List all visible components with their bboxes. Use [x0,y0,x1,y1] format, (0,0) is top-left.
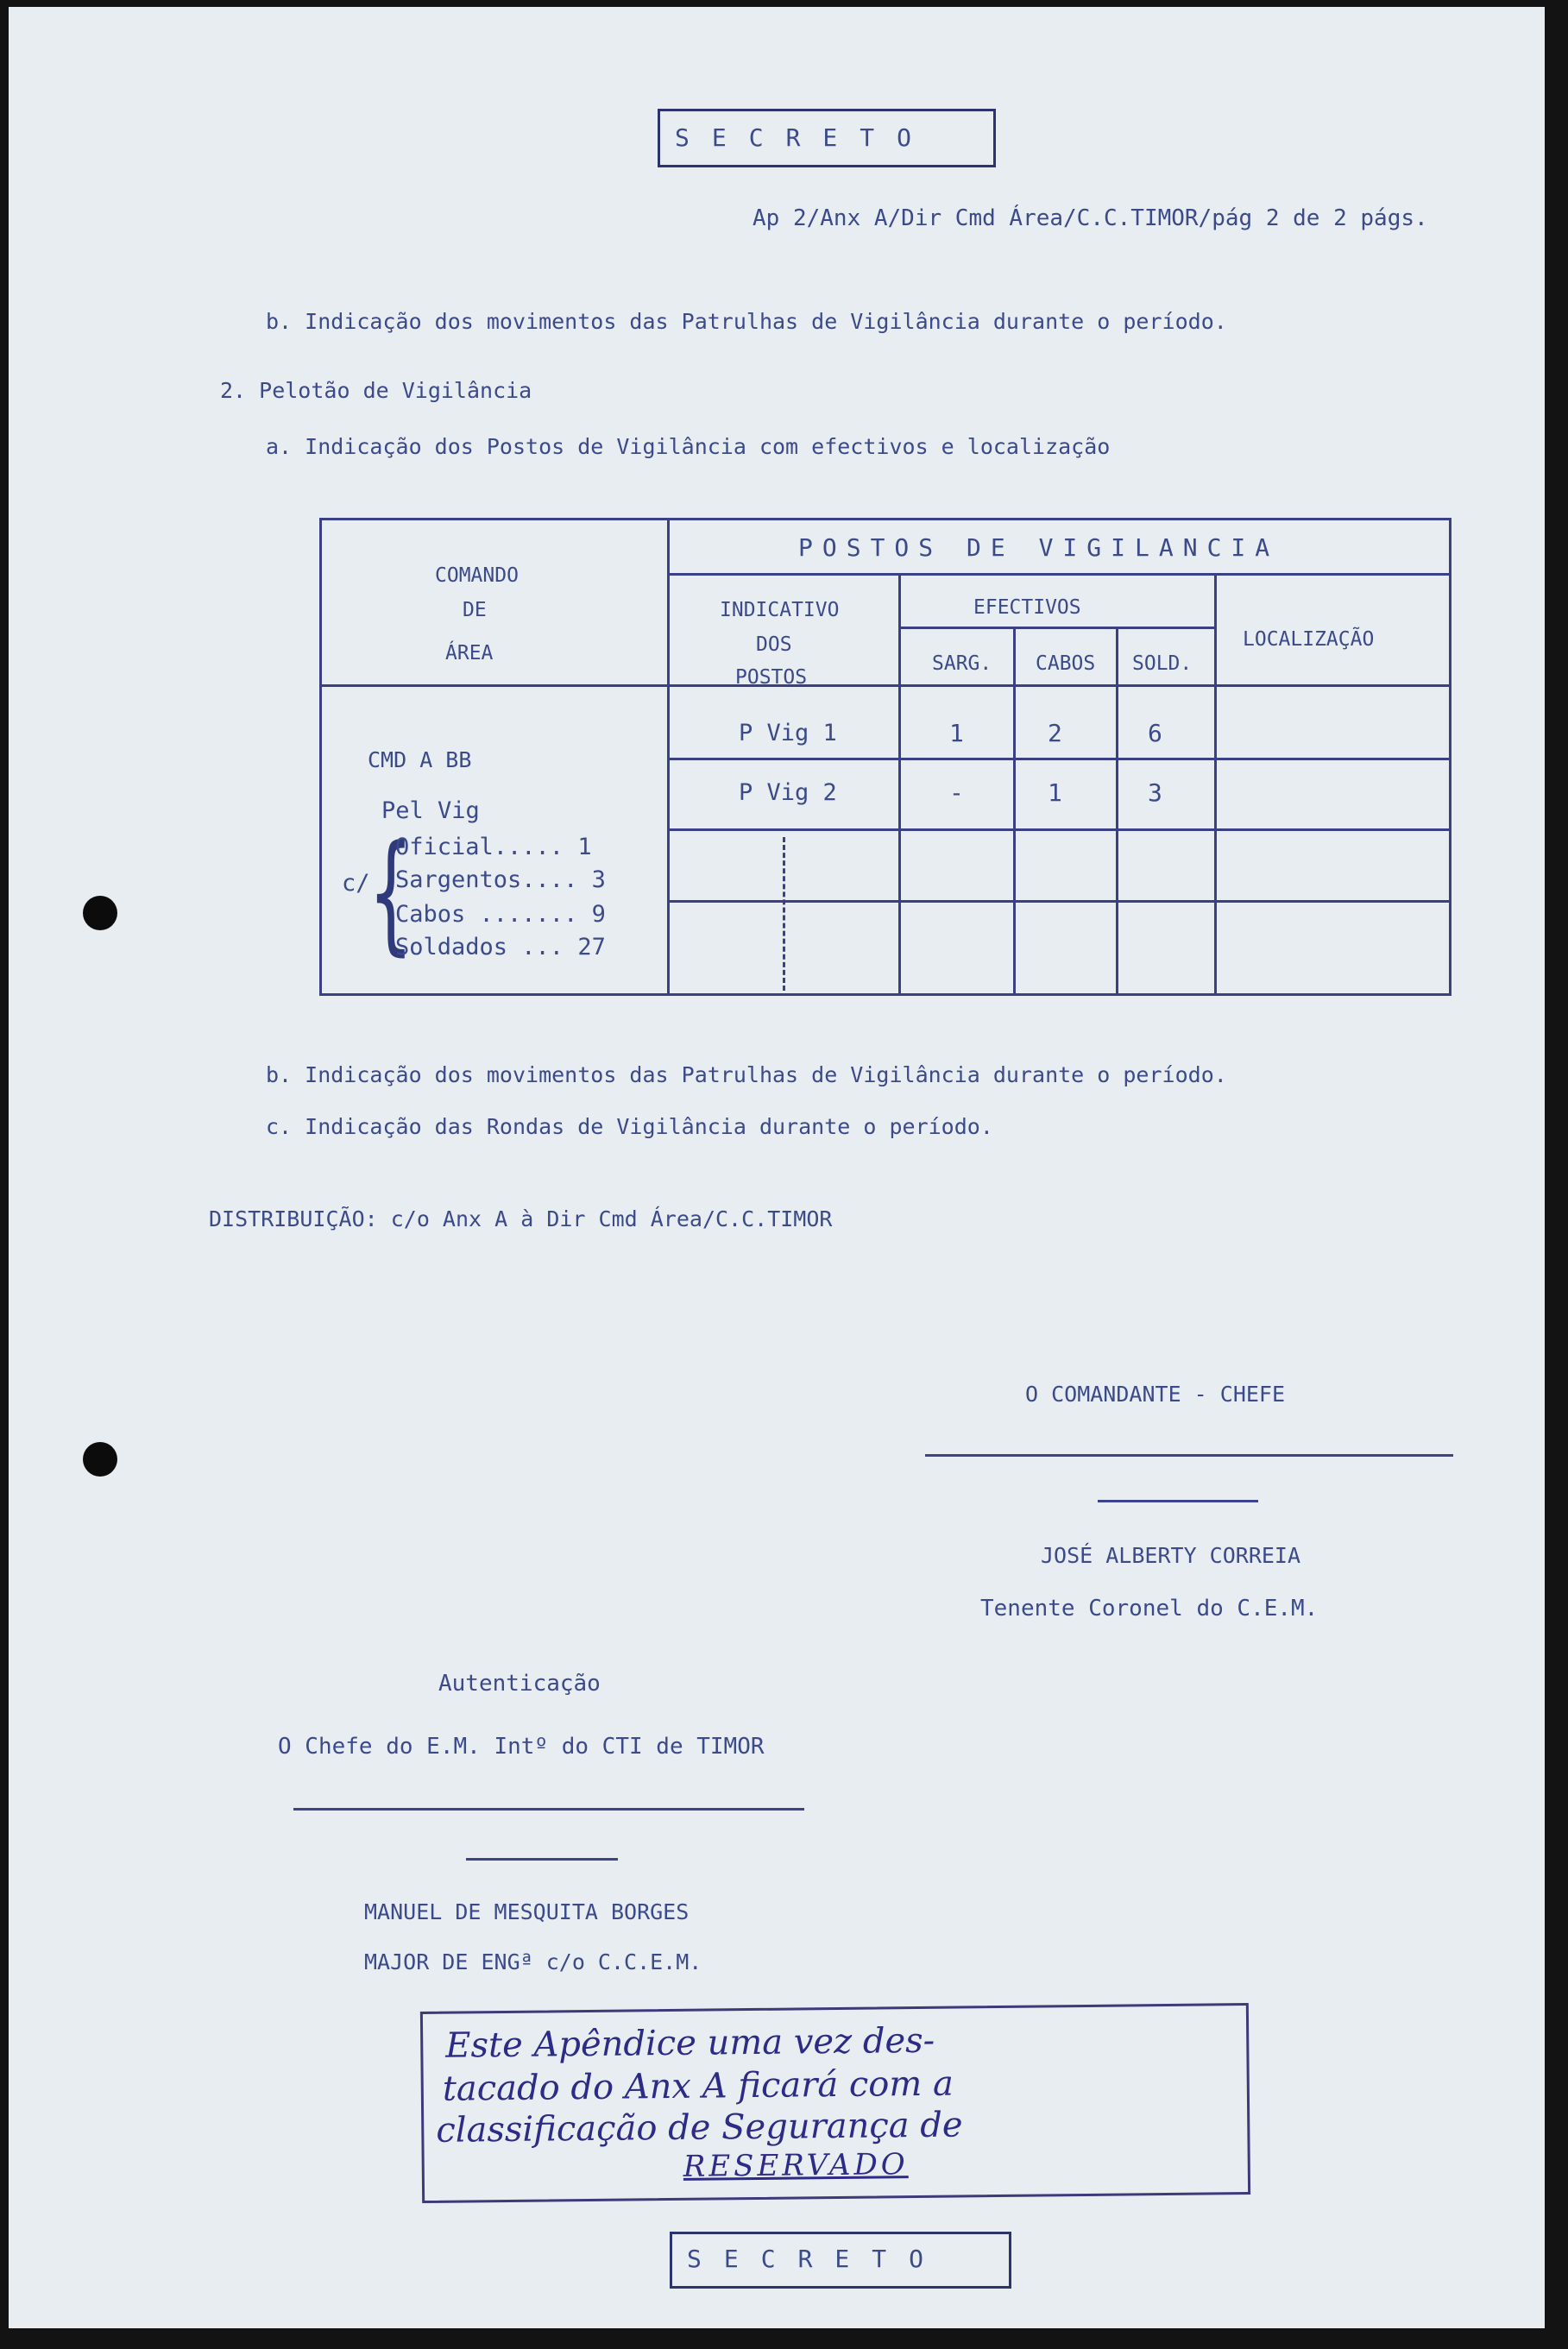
authentication-name: MANUEL DE MESQUITA BORGES [364,1899,690,1924]
table-rule [319,518,322,996]
header-postos: POSTOS DE VIGILANCIA [798,533,1280,562]
header-indicativo-1: INDICATIVO [720,599,840,621]
header-efectivos: EFECTIVOS [973,596,1081,619]
distribution: DISTRIBUIÇÃO: c/o Anx A à Dir Cmd Área/C.C.TIMOR [209,1206,833,1231]
authentication-title: O Chefe do E.M. Intº do CTI de TIMOR [278,1734,765,1760]
authentication-short-line [466,1858,618,1861]
comando-unit: CMD A BB [368,747,472,772]
header-sold: SOLD. [1132,652,1193,675]
table-rule [319,993,1452,996]
table-rule [898,573,901,996]
handwritten-note-box [420,2003,1250,2203]
header-indicativo-3: POSTOS [735,666,808,689]
document-reference: Ap 2/Anx A/Dir Cmd Área/C.C.TIMOR/pág 2 de 2 págs. [753,205,1428,231]
header-comando-1: COMANDO [435,564,519,587]
handwritten-line: RESERVADO [683,2147,909,2184]
header-comando-2: DE [463,599,487,621]
table-dashed-divider [783,837,785,991]
handwritten-line: classificação de Segurança de [436,2105,963,2151]
item-c: c. Indicação das Rondas de Vigilância durante o período. [266,1114,993,1139]
classification-top: SECRETO [675,123,935,152]
header-comando-3: ÁREA [445,642,494,664]
signature-short-line [1098,1500,1258,1502]
row-cabos: 2 [1048,719,1062,747]
table-rule [1116,627,1118,996]
signature-title: O COMANDANTE - CHEFE [1025,1382,1286,1407]
section-2-heading: 2. Pelotão de Vigilância [220,378,532,403]
item-b-first: b. Indicação dos movimentos das Patrulhas de Vigilância durante o período. [266,309,1227,334]
punch-hole-top [83,896,117,930]
comando-pel: Pel Vig [381,797,480,824]
classification-bottom: SECRETO [687,2245,947,2273]
document-page [9,7,1545,2328]
header-sarg: SARG. [932,652,992,675]
comando-brace: { [369,818,412,968]
comando-prefix: c/ [342,870,370,897]
handwritten-line: tacado do Anx A ficará com a [442,2063,954,2109]
table-rule [319,684,1452,687]
row-cabos: 1 [1048,778,1062,807]
row-indicativo: P Vig 1 [739,720,837,746]
signature-rank: Tenente Coronel do C.E.M. [980,1596,1319,1622]
table-rule [1013,627,1016,996]
row-sold: 6 [1148,719,1162,747]
authentication-signature-line [293,1808,804,1811]
table-rule [1449,518,1452,996]
table-rule [898,627,1214,629]
row-indicativo: P Vig 2 [739,779,837,806]
table-rule [667,758,1452,760]
comando-line: Cabos ....... 9 [395,901,606,928]
header-localizacao: LOCALIZAÇÃO [1243,628,1375,651]
authentication-rank: MAJOR DE ENGª c/o C.C.E.M. [364,1949,702,1974]
comando-line: Sargentos.... 3 [395,866,606,893]
authentication-label: Autenticação [438,1671,601,1697]
signature-name: JOSÉ ALBERTY CORREIA [1041,1543,1301,1568]
header-cabos: CABOS [1036,652,1096,675]
header-indicativo-2: DOS [756,633,792,656]
table-rule [1214,573,1217,996]
row-sarg: 1 [949,719,964,747]
item-b-second: b. Indicação dos movimentos das Patrulhas de Vigilância durante o período. [266,1062,1227,1087]
comando-line: Oficial..... 1 [395,834,592,860]
handwritten-line: Este Apêndice uma vez des- [445,2020,935,2066]
signature-line [925,1454,1453,1457]
item-a: a. Indicação dos Postos de Vigilância com efectivos e localização [266,434,1111,459]
table-rule [667,518,670,996]
table-rule [667,828,1452,831]
table-rule [319,518,1452,520]
comando-line: Soldados ... 27 [395,934,606,960]
punch-hole-bottom [83,1442,117,1477]
table-rule [667,573,1452,576]
row-sarg: - [949,778,964,807]
row-sold: 3 [1148,778,1162,807]
